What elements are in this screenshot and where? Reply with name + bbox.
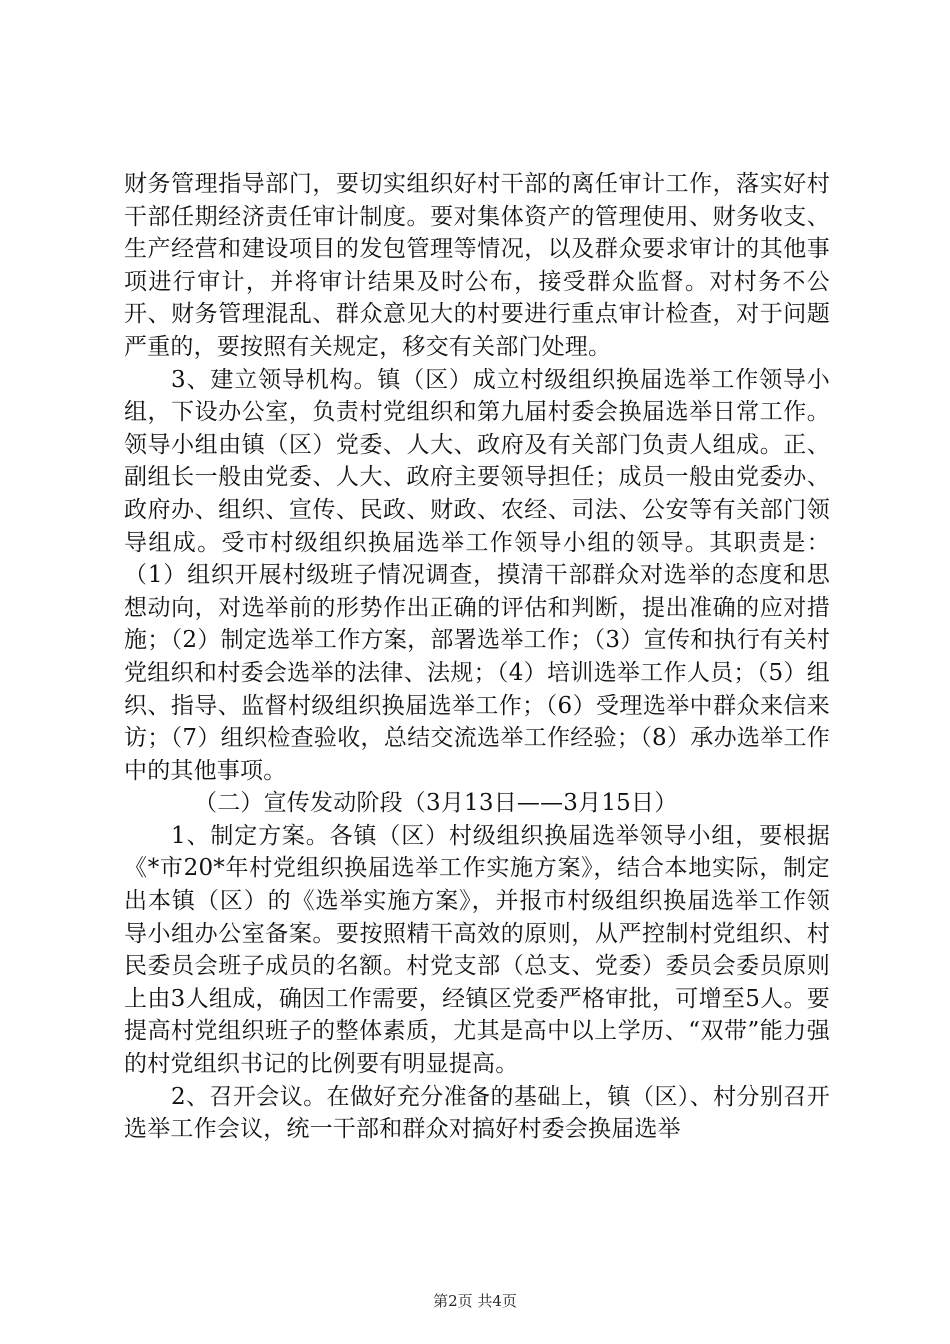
paragraph-formulate-plan: 1、制定方案。各镇（区）村级组织换届选举领导小组，要根据《*市20*年村党组织换届选举工作实施方案》，结合本地实际，制定出本镇（区）的《选举实施方案》，并报市村级组织换届选举工作领导小组办公室备案。要按照精干高效的原则，从严控制村党组织、村民委员会班子成员的名额。村党支部（总支、党委）委员会委员原则上由3人组成，确因工作需要，经镇区党委严格审批，可增至5人。要提高村党组织班子的整体素质，尤其是高中以上学历、“双带”能力强的村党组织书记的比例要有明显提高。 (124, 822, 830, 1078)
page-number-footer: 第2页 共4页 (433, 1292, 517, 1310)
paragraph-audit-continuation: 财务管理指导部门，要切实组织好村干部的离任审计工作，落实好村干部任期经济责任审计制度。要对集体资产的管理使用、财务收支、生产经营和建设项目的发包管理等情况，以及群众要求审计的其他事项进行审计，并将审计结果及时公布，接受群众监督。对村务不公开、财务管理混乱、群众意见大的村要进行重点审计检查，对于问题严重的，要按照有关规定，移交有关部门处理。 (124, 171, 830, 360)
document-body (124, 168, 830, 1146)
paragraph-hold-meetings: 2、召开会议。在做好充分准备的基础上，镇（区）、村分别召开选举工作会议，统一干部和群众对搞好村委会换届选举 (124, 1083, 830, 1143)
paragraph-leadership-organization: 3、建立领导机构。镇（区）成立村级组织换届选举工作领导小组，下设办公室，负责村党组织和第九届村委会换届选举日常工作。领导小组由镇（区）党委、人大、政府及有关部门负责人组成。正、副组长一般由党委、人大、政府主要领导担任；成员一般由党委办、政府办、组织、宣传、民政、财政、农经、司法、公安等有关部门领导组成。受市村级组织换届选举工作领导小组的领导。其职责是：（1）组织开展村级班子情况调查，摸清干部群众对选举的态度和思想动向，对选举前的形势作出正确的评估和判断，提出准确的应对措施；（2）制定选举工作方案，部署选举工作；（3）宣传和执行有关村党组织和村委会选举的法律、法规；（4）培训选举工作人员；（5）组织、指导、监督村级组织换届选举工作；（6）受理选举中群众来信来访；（7）组织检查验收，总结交流选举工作经验；（8）承办选举工作中的其他事项。 (124, 366, 830, 784)
section-heading-publicity-stage: （二）宣传发动阶段（3月13日——3月15日） (194, 790, 678, 817)
